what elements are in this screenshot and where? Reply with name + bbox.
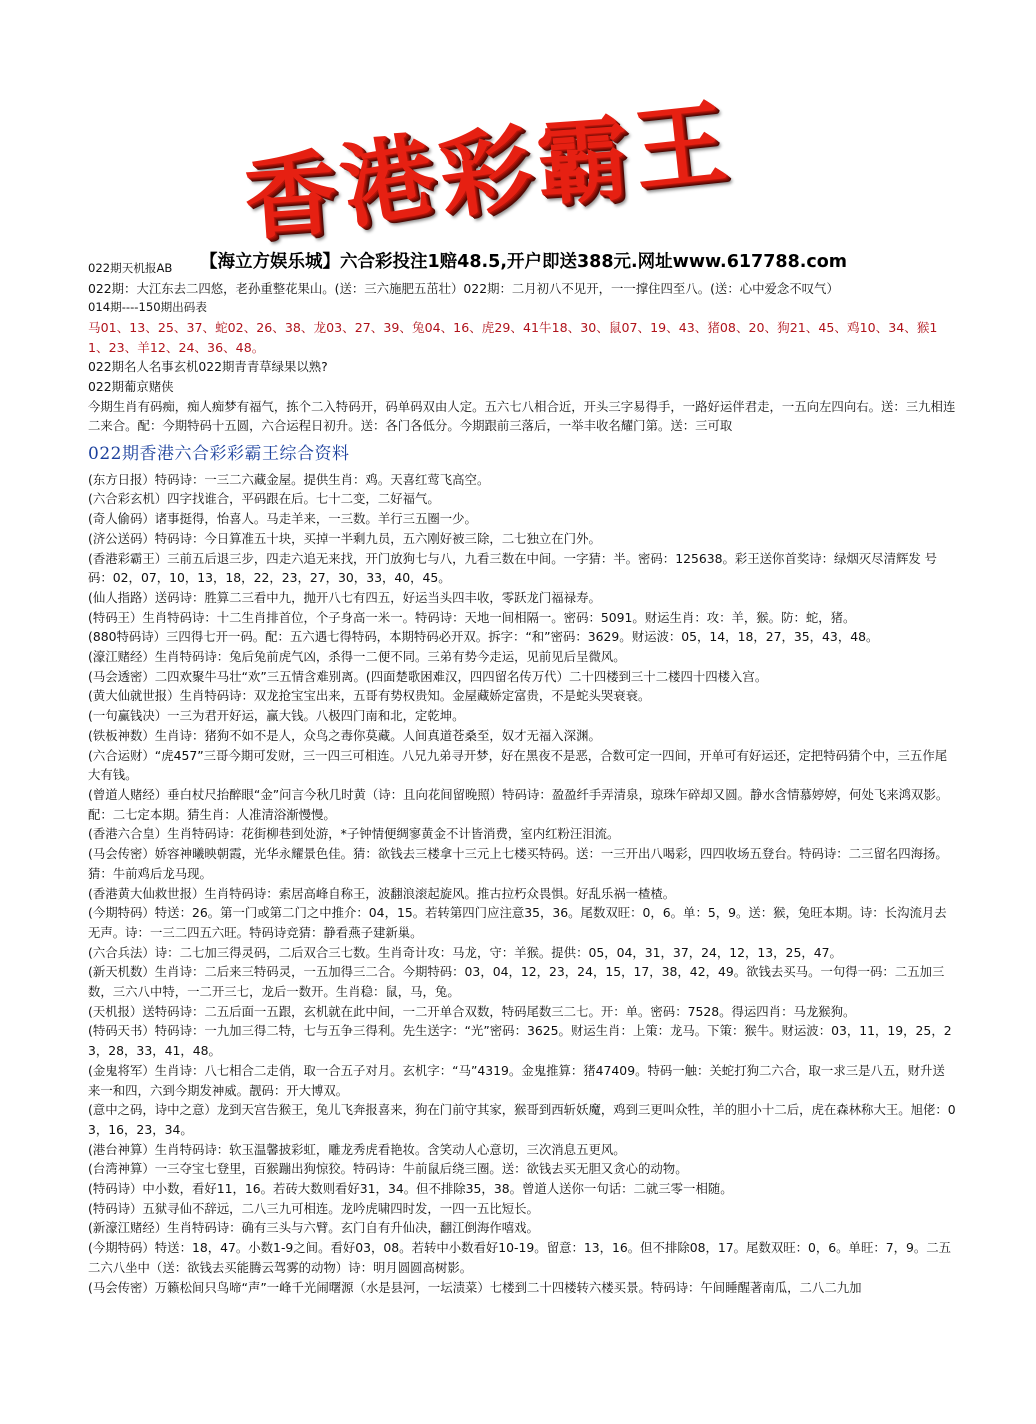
list-item: (今期特码）特送：18，47。小数1-9之间。看好03，08。若转中小数看好10-19。留意：13，16。但不排除08，17。尾数双旺：0，6。单旺：7，9。二五二六八坐中（送：欲钱去买能腾云驾雾的动物）诗：明月圆圆高树影。 (88, 1240, 952, 1275)
list-item: (意中之码，诗中之意）龙到天宫告猴王，兔儿飞奔报喜来，狗在门前守其家，猴哥到西斩妖魔，鸡到三更叫众牲，羊的胆小十二后，虎在森林称大王。旭佬：03，16，23，34。 (88, 1102, 956, 1137)
list-item: (六合运财）“虎457”三哥今期可发财，三一四三可相连。八兄九弟寻开梦，好在黑夜不是恶，合数可定一四间，开单可有好运还，定把特码猜个中，三五作尾大有钱。 (88, 747, 948, 783)
list-item: (奇人偷码）诸事挺得，怡喜人。马走羊来，一三数。羊行三五圈一少。 (88, 511, 477, 527)
list-item: (港台神算）生肖特码诗：软玉温馨披彩虹，雕龙秀虎看艳妆。含笑动人心意切，三次消息五更风。 (88, 1141, 626, 1157)
intro-line: 022期名人名事玄机022期青青草绿果以熟? (88, 359, 328, 375)
intro-line: 022期：大江东去二四悠，老孙重整花果山。(送：三六施肥五茁壮）022期：二月初八不见开，一一撑住四至八。(送：心中爱念不叹气） (88, 280, 839, 296)
list-item: (马会透密）二四欢聚牛马壮“欢”三五情含难别离。(四面楚歌困难汉，四四留名传万代）二十四楼到三十二楼四十四楼入宫。 (88, 668, 768, 684)
list-item: (香港彩霸王）三前五后退三步，四走六追无来找，开门放狗七与八，九看三数在中间。一字猜：半。密码：125638。彩王送你首奖诗：绿烟灭尽清辉发 号码：02，07，10，13，18，22，23，27，30，33，40，45。 (88, 550, 938, 586)
list-item: (黄大仙就世报）生肖特码诗：双龙抢宝宝出来，五哥有势权贵知。金屋藏娇定富贵，不是蛇头哭衰衰。 (88, 688, 651, 704)
intro-line: 022期天机报AB (88, 261, 173, 275)
items-list (88, 470, 956, 1298)
document-body (88, 259, 956, 1297)
list-item: (濠江赌经）生肖特码诗：兔后兔前虎气凶，杀得一二便不同。三弟有势今走运，见前见后呈微风。 (88, 649, 626, 665)
list-item: (新天机数）生肖诗：二后来三特码灵，一五加得三二合。今期特码：03，04，12，23，24，15，17，38，42，49。欲钱去买马。一句得一码：二五加三数，三六八中特，一二开三七，龙后一数开。生肖稳：鼠，马，兔。 (88, 964, 945, 1000)
list-item: (香港黄大仙救世报）生肖特码诗：索居高峰自称王，波翻浪滚起旋风。推古拉朽众畏惧。好乱乐祸一楂楂。 (88, 885, 676, 901)
list-item: (今期特码）特送：26。第一门或第二门之中推介：04，15。若转第四门应注意35，36。尾数双旺：0，6。单：5，9。送：猴，兔旺本期。诗：长沟流月去无声。诗：一三二四五六旺。特码诗竞猜：静看燕子建新巢。 (88, 905, 947, 940)
zodiac-number-table: 马01、13、25、37、蛇02、26、38、龙03、27、39、兔04、16、虎29、41牛18、30、鼠07、19、43、猪08、20、狗21、45、鸡10、34、猴11、23、羊12、24、36、48。 (88, 319, 938, 355)
list-item: (马会传密）娇容神曦映朝霞，光华永耀景色佳。猜：欲钱去三楼拿十三元上七楼买特码。送：一三开出八喝彩，四四收场五登台。特码诗：二三留名四海扬。猜：牛前鸡后龙马现。 (88, 846, 948, 881)
list-item: (天机报）送特码诗：二五后面一五跟，玄机就在此中间，一二开单合双数，特码尾数三二七。开：单。密码：7528。得运四肖：马龙猴狗。 (88, 1003, 856, 1019)
list-item: (特码诗）五狱寻仙不辞远，二八三九可相连。龙吟虎啸四时发，一四一五比短长。 (88, 1200, 539, 1216)
list-item: (六合兵法）诗：二七加三得灵码，二后双合三七数。生肖奇计攻：马龙，守：羊猴。提供：05，04，31，37，24，12，13，25，47。 (88, 944, 842, 960)
list-item: (台湾神算）一三夺宝七登里，百猴蹦出狗惊狡。特码诗：牛前鼠后绕三圈。送：欲钱去买无胆又贪心的动物。 (88, 1161, 688, 1177)
list-item: (新濠江赌经）生肖特码诗：确有三头与六臂。玄门自有升仙决，翻江倒海作嘻戏。 (88, 1220, 539, 1236)
list-item: (济公送码）特码诗：今日算准五十块，买掉一半剩九员，五六刚好被三除，二七独立在门外。 (88, 530, 601, 546)
section-title: 022期香港六合彩彩霸王综合资料 (88, 443, 350, 464)
list-item: (特码诗）中小数，看好11，16。若砖大数则看好31，34。但不排除35，38。曾道人送你一句话：二就三零一相随。 (88, 1181, 733, 1197)
list-item: (铁板神数）生肖诗：猪狗不如不是人，众鸟之毒你莫藏。人间真道苍桑至，奴才无福入深渊。 (88, 727, 601, 743)
intro-line: 022期葡京赌侠 (88, 378, 174, 394)
title-char: 彩 (432, 112, 539, 233)
list-item: (东方日报）特码诗：一三二六藏金屋。提供生肖：鸡。天喜红莺飞高空。 (88, 471, 490, 487)
title-char: 王 (628, 88, 732, 206)
title-char: 港 (333, 119, 443, 243)
list-item: (金鬼将军）生肖诗：八七相合二走俏，取一合五子对月。玄机字：“马”4319。金鬼推算：猪47409。特码一触：关蛇打狗二六合，取一求三是八五，财升送来一和四，六到今期发神威。靓码：开大博双。 (88, 1062, 945, 1098)
list-item: (马会传密）万籁松间只鸟啼“声”一峰千光闹曙源（水是县河，一坛渍菜）七楼到二十四楼转六楼买景。特码诗：午间睡醒著南瓜，二八二九加 (88, 1279, 862, 1295)
title-char: 霸 (533, 104, 633, 219)
list-item: (仙人指路）送码诗：胜算二三看中九，抛开八七有四五，好运当头四丰收，零跃龙门福禄寿。 (88, 589, 601, 605)
list-item: (六合彩玄机）四字找谁合，平码跟在后。七十二变，二好福气。 (88, 491, 440, 507)
list-item: (香港六合皇）生肖特码诗：花街柳巷到处游，*子钟情便绸寥黄金不计皆消费，室内红粉汪泪流。 (88, 826, 620, 842)
list-item: (880特码诗）三四得七开一码。配：五六遇七得特码，本期特码必开双。拆字：“和”密码：3629。财运波：05，14，18，27，35，43，48。 (88, 629, 879, 645)
intro-line: 014期----150期出码表 (88, 300, 207, 315)
masthead-title (197, 88, 774, 253)
intro-paragraph: 今期生肖有码痴，痴人痴梦有福气，拣个二入特码开，码单码双由人定。五六七八相合近，开头三字易得手，一路好运伴君走，一五向左四向右。送：三九相连二来合。配：今期特码十五圆，六合运程日初升。送：各门各低分。今期跟前三落后，一举丰收名耀门第。送：三可取 (88, 398, 956, 434)
list-item: (特码天书）特码诗：一九加三得二特，七与五争三得利。先生送字：“光”密码：3625。财运生肖：上策：龙马。下策：猴牛。财运波：03，11，19，25，23，28，33，41，48。 (88, 1023, 952, 1059)
list-item: (一句赢钱决）一三为君开好运，赢大钱。八极四门南和北，定乾坤。 (88, 708, 465, 724)
title-char: 香 (240, 138, 341, 253)
ad-banner: 【海立方娱乐城】六合彩投注1赔48.5,开户即送388元.网址www.617788.com (200, 252, 848, 272)
list-item: (曾道人赌经）垂白杖尺抬醉眼“金”问言今秋几时黄（诗：且向花间留晚照）特码诗：盈盈纤手弄清泉，琼珠乍碎却又圆。静水含情慕婷婷，何处飞来鸿双影。配：二七定本期。猜生肖：人准清浴渐慢慢。 (88, 787, 949, 822)
list-item: (特码王）生肖特码诗：十二生肖排首位，个子身高一米一。特码诗：天地一间相隔一。密码：5091。财运生肖：攻：羊，猴。防：蛇，猪。 (88, 609, 856, 625)
